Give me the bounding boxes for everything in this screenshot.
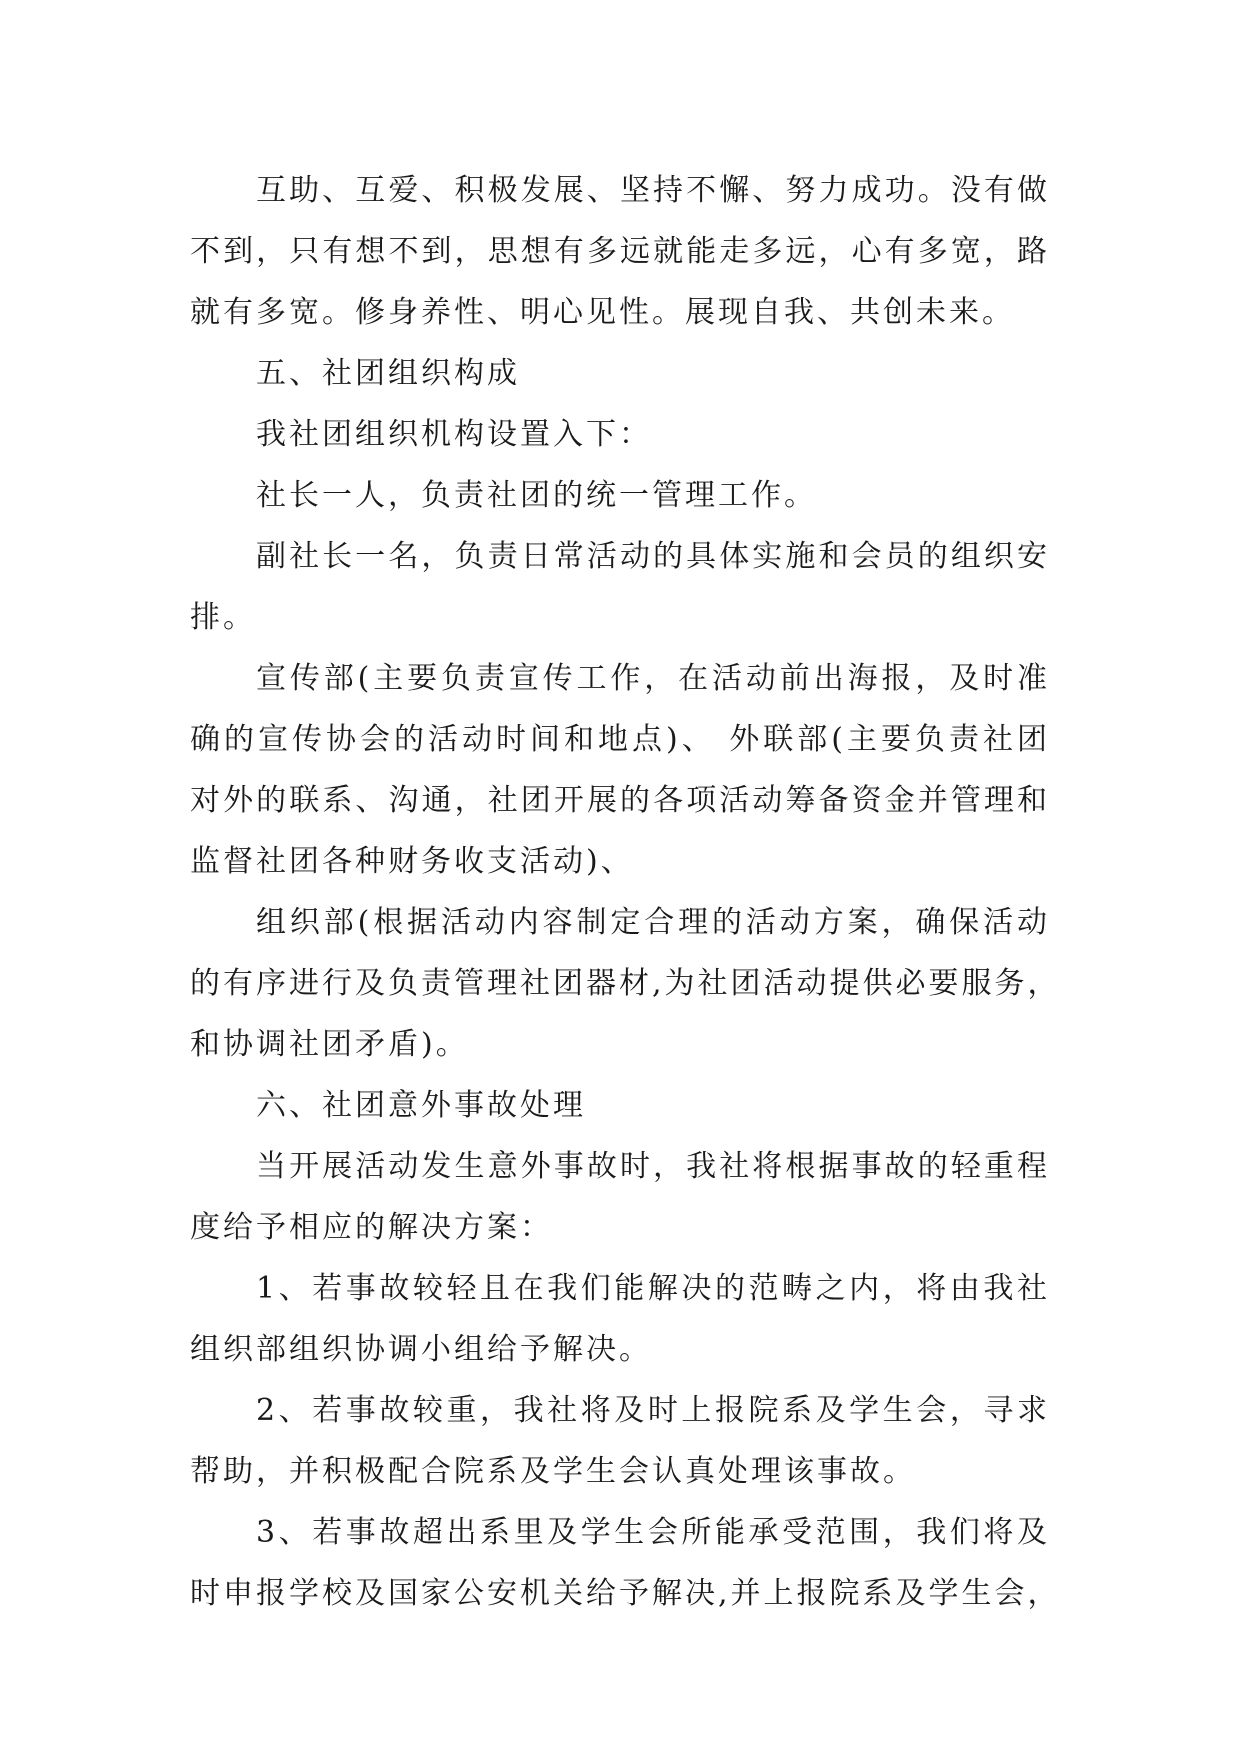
list-item: 1、若事故较轻且在我们能解决的范畴之内，将由我社 [256, 1271, 1050, 1306]
text-line: 互助、互爱、积极发展、坚持不懈、努力成功。没有做 [256, 173, 1050, 208]
text-line: 就有多宽。修身养性、明心见性。展现自我、共创未来。 [190, 295, 1015, 330]
text-line: 确的宣传协会的活动时间和地点)、 外联部(主要负责社团 [190, 722, 1050, 757]
text-line: 排。 [190, 600, 256, 635]
text-line: 度给予相应的解决方案： [190, 1210, 553, 1245]
text-line: 我社团组织机构设置入下： [256, 417, 652, 452]
text-line: 副社长一名，负责日常活动的具体实施和会员的组织安 [256, 539, 1050, 574]
section-heading: 五、社团组织构成 [256, 356, 520, 391]
text-line: 监督社团各种财务收支活动)、 [190, 844, 634, 879]
text-line: 组织部组织协调小组给予解决。 [190, 1332, 652, 1367]
text-line: 的有序进行及负责管理社团器材,为社团活动提供必要服务， [190, 966, 1061, 1001]
text-line: 对外的联系、沟通，社团开展的各项活动筹备资金并管理和 [190, 783, 1050, 818]
list-item: 3、若事故超出系里及学生会所能承受范围，我们将及 [256, 1515, 1050, 1550]
document-body [190, 160, 1061, 1624]
text-line: 帮助，并积极配合院系及学生会认真处理该事故。 [190, 1454, 916, 1489]
text-line: 不到，只有想不到，思想有多远就能走多远，心有多宽，路 [190, 234, 1050, 269]
text-line: 时申报学校及国家公安机关给予解决,并上报院系及学生会， [190, 1576, 1061, 1611]
text-line: 宣传部(主要负责宣传工作，在活动前出海报，及时准 [256, 661, 1050, 696]
list-item: 2、若事故较重，我社将及时上报院系及学生会，寻求 [256, 1393, 1050, 1428]
text-line: 当开展活动发生意外事故时，我社将根据事故的轻重程 [256, 1149, 1050, 1184]
section-heading: 六、社团意外事故处理 [256, 1088, 586, 1123]
text-line: 组织部(根据活动内容制定合理的活动方案，确保活动 [256, 905, 1050, 940]
text-line: 和协调社团矛盾)。 [190, 1027, 469, 1062]
text-line: 社长一人，负责社团的统一管理工作。 [256, 478, 817, 513]
